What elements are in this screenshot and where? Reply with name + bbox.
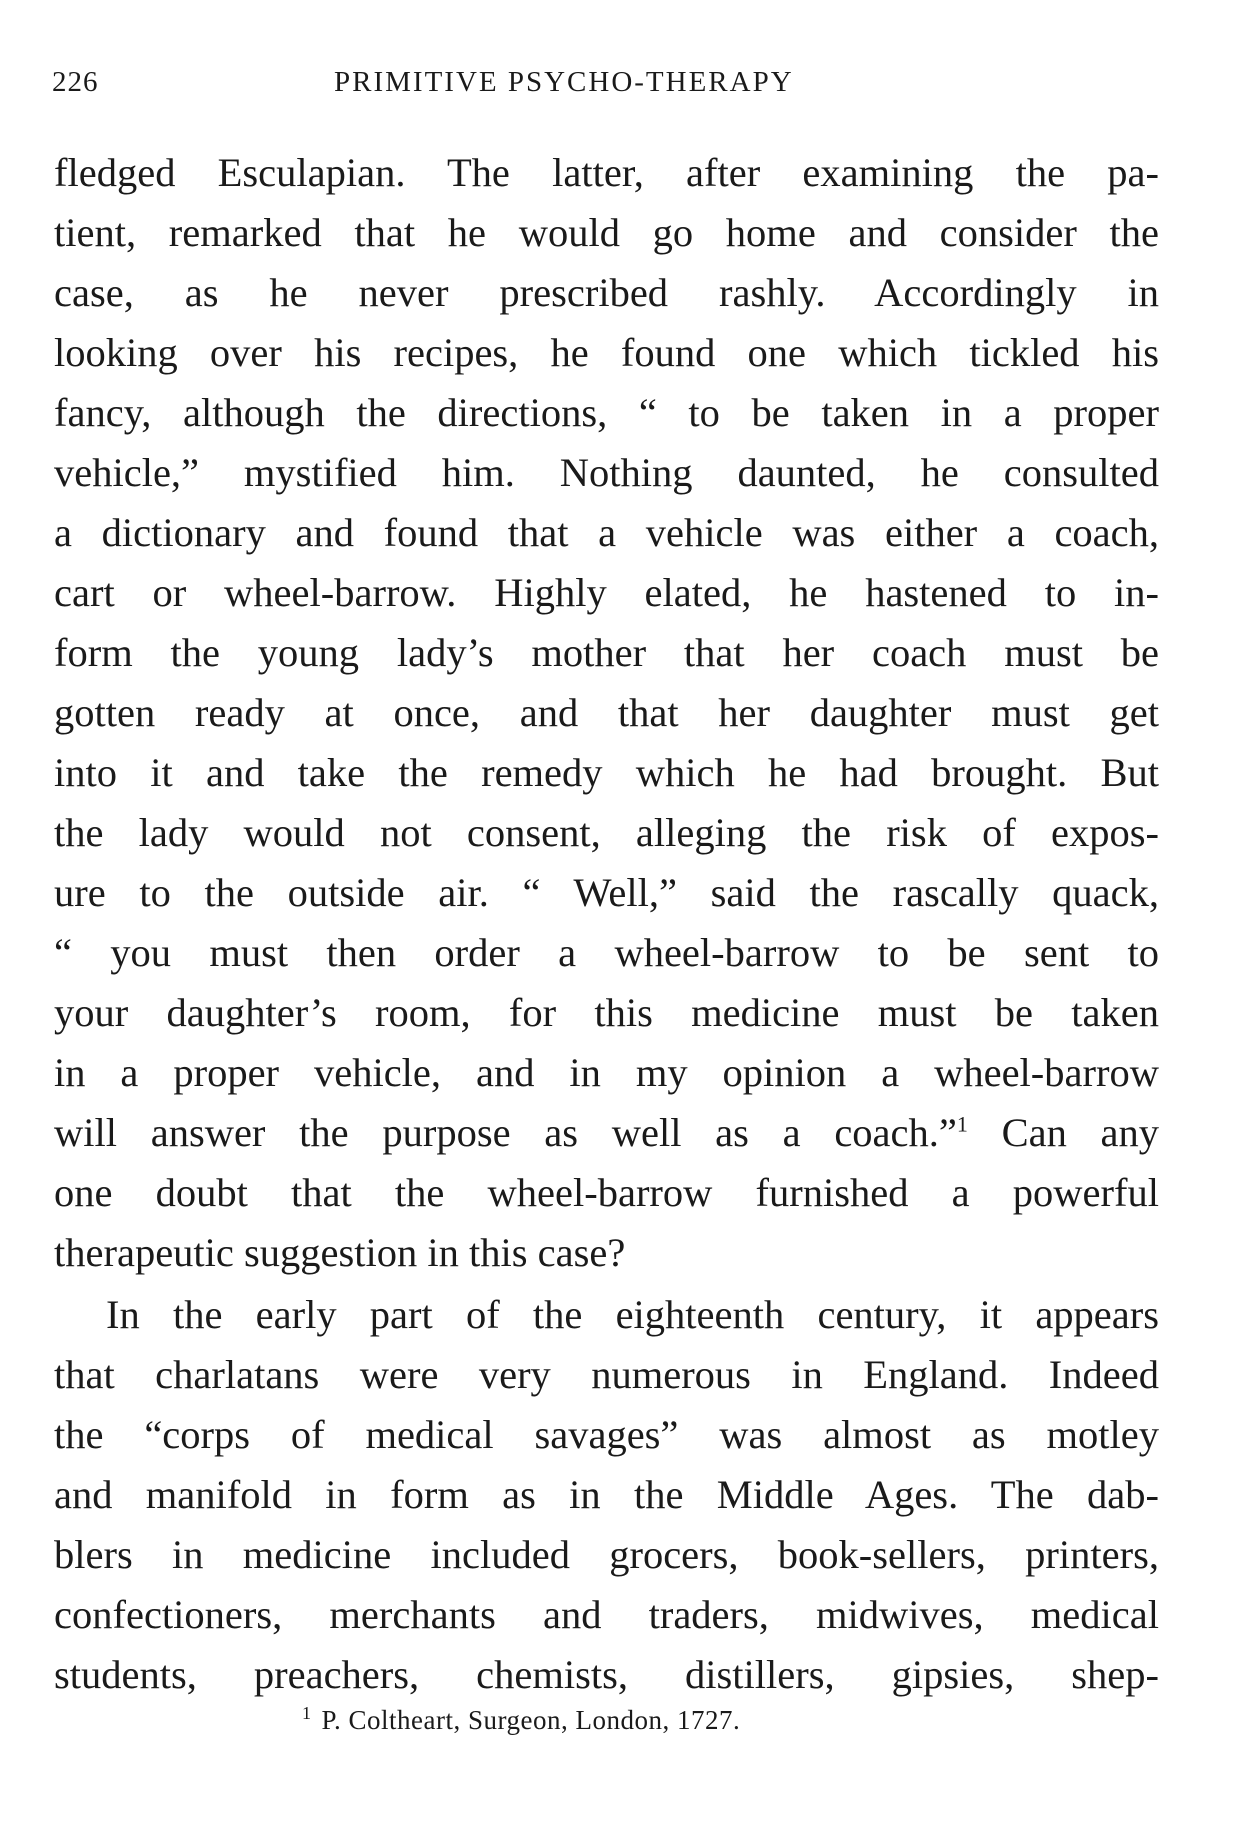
- text-line: a dictionary and found that a vehicle was either a coach,: [54, 510, 1159, 555]
- text-line: fledged Esculapian. The latter, after examining the pa-: [54, 150, 1159, 195]
- footnote-marker: 1: [302, 1703, 312, 1723]
- body-text: [54, 143, 1159, 1705]
- text-line: “ you must then order a wheel-barrow to be sent to: [54, 930, 1159, 975]
- text-line: ure to the outside air. “ Well,” said the rascally quack,: [54, 870, 1159, 915]
- text-line: vehicle,” mystified him. Nothing daunted, he consulted: [54, 450, 1159, 495]
- footnote-reference[interactable]: 1: [956, 1111, 968, 1137]
- text-line: therapeutic suggestion in this case?: [54, 1230, 626, 1275]
- text-segment: Can any: [967, 1110, 1160, 1155]
- text-line: that charlatans were very numerous in England. Indeed: [54, 1352, 1159, 1397]
- footnote: [302, 1703, 740, 1736]
- text-line: in a proper vehicle, and in my opinion a wheel-barrow: [54, 1050, 1159, 1095]
- running-title: PRIMITIVE PSYCHO-THERAPY: [334, 66, 794, 98]
- text-segment: will answer the purpose as well as a coach.”: [54, 1110, 957, 1155]
- text-line: looking over his recipes, he found one which tickled his: [54, 330, 1159, 375]
- page-header: [52, 66, 1152, 110]
- text-line: tient, remarked that he would go home and consider the: [54, 210, 1159, 255]
- text-line: cart or wheel-barrow. Highly elated, he hastened to in-: [54, 570, 1159, 615]
- text-line: case, as he never prescribed rashly. Accordingly in: [54, 270, 1159, 315]
- text-line: blers in medicine included grocers, book-sellers, printers,: [54, 1532, 1159, 1577]
- text-line: one doubt that the wheel-barrow furnished a powerful: [54, 1170, 1159, 1215]
- footnote-text: P. Coltheart, Surgeon, London, 1727.: [321, 1705, 741, 1735]
- text-line: confectioners, merchants and traders, midwives, medical: [54, 1592, 1159, 1637]
- text-line: the lady would not consent, alleging the risk of expos-: [54, 810, 1159, 855]
- text-line: your daughter’s room, for this medicine must be taken: [54, 990, 1159, 1035]
- page-number: 226: [52, 66, 99, 98]
- text-line: In the early part of the eighteenth century, it appears: [106, 1292, 1159, 1337]
- text-line: form the young lady’s mother that her coach must be: [54, 630, 1159, 675]
- text-line: the “corps of medical savages” was almost as motley: [54, 1412, 1159, 1457]
- text-line: into it and take the remedy which he had brought. But: [54, 750, 1159, 795]
- text-line-with-footnote-ref: [54, 1103, 1159, 1163]
- text-line: and manifold in form as in the Middle Ages. The dab-: [54, 1472, 1159, 1517]
- text-line: fancy, although the directions, “ to be taken in a proper: [54, 390, 1159, 435]
- text-line: students, preachers, chemists, distillers, gipsies, shep-: [54, 1652, 1159, 1697]
- text-line: gotten ready at once, and that her daughter must get: [54, 690, 1159, 735]
